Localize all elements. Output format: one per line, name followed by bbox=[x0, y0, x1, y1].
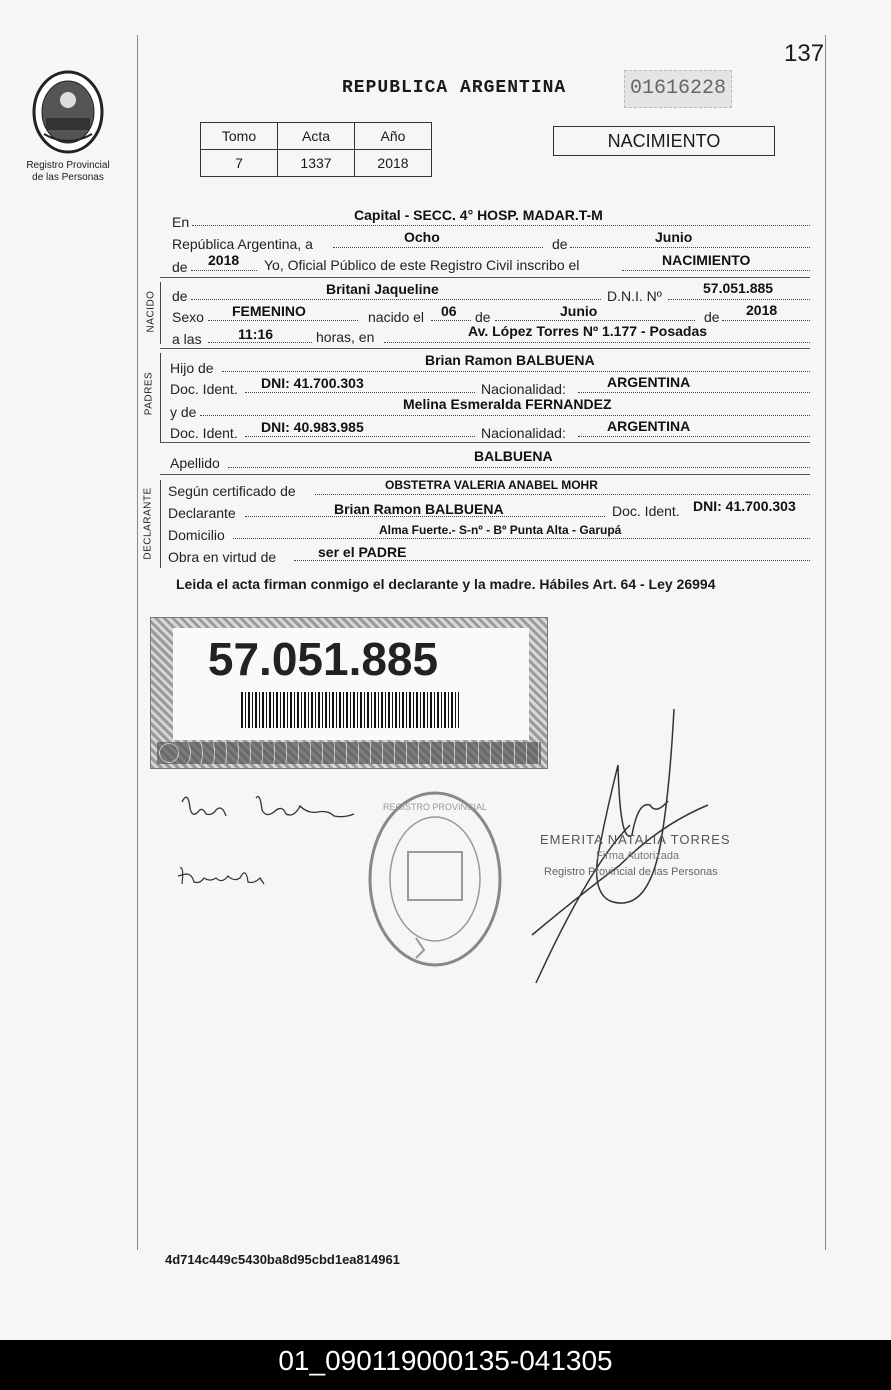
sticker-security-pattern bbox=[157, 742, 541, 764]
dotted-line bbox=[192, 225, 810, 226]
dotted-line bbox=[200, 415, 810, 416]
label-a-las: a las bbox=[172, 331, 202, 347]
declarante-doc-value: DNI: 41.700.303 bbox=[693, 498, 796, 514]
dotted-line bbox=[570, 247, 810, 248]
acta-header: Acta bbox=[278, 123, 355, 150]
label-doc-ident: Doc. Ident. bbox=[170, 381, 238, 397]
official-seal bbox=[366, 788, 504, 970]
label-nacido-el: nacido el bbox=[368, 309, 425, 325]
certificado-value: OBSTETRA VALERIA ANABEL MOHR bbox=[385, 478, 598, 492]
father-signature bbox=[178, 788, 358, 828]
label-segun: Según certificado de bbox=[168, 483, 296, 499]
dotted-line bbox=[208, 320, 358, 321]
label-horas-en: horas, en bbox=[316, 329, 375, 345]
section-bracket bbox=[160, 353, 161, 443]
side-label-padres: PADRES bbox=[143, 371, 155, 416]
dia-texto-value: Ocho bbox=[404, 229, 440, 245]
nac-anio-value: 2018 bbox=[746, 302, 778, 318]
dotted-line bbox=[245, 392, 475, 393]
nombre-value: Britani Jaqueline bbox=[326, 281, 439, 297]
scan-footer-id: 01_090119000135-041305 bbox=[0, 1340, 891, 1390]
nac-dia-value: 06 bbox=[441, 303, 457, 319]
serial-number: 01616228 bbox=[629, 77, 726, 100]
section-divider bbox=[160, 474, 810, 475]
dotted-line bbox=[191, 270, 257, 271]
dotted-line bbox=[228, 467, 810, 468]
label-republica: República Argentina, a bbox=[172, 236, 313, 252]
dotted-line bbox=[191, 299, 601, 300]
mes-value: Junio bbox=[655, 229, 693, 245]
official-role: Firma Autorizada bbox=[596, 850, 680, 862]
logo-caption: Registro Provincial de las Personas bbox=[26, 160, 110, 183]
dni-value: 57.051.885 bbox=[703, 280, 774, 296]
padre-doc-value: DNI: 41.700.303 bbox=[261, 375, 364, 391]
label-domicilio: Domicilio bbox=[168, 527, 225, 543]
side-label-nacido: NACIDO bbox=[145, 290, 157, 333]
dotted-line bbox=[668, 299, 810, 300]
dotted-line bbox=[333, 247, 543, 248]
dotted-line bbox=[245, 436, 475, 437]
page-number: 137 bbox=[784, 40, 825, 67]
official-office: Registro Provincial de las Personas bbox=[544, 866, 718, 878]
section-bracket bbox=[160, 480, 161, 568]
official-name: EMERITA NATALIA TORRES bbox=[540, 832, 731, 847]
closing-text: Leida el acta firman conmigo el declarante y la madre. Hábiles Art. 64 - Ley 26994 bbox=[176, 576, 716, 592]
mother-signature bbox=[176, 860, 266, 890]
domicilio-value: Alma Fuerte.- S-nº - Bº Punta Alta - Garupá bbox=[379, 523, 622, 537]
dotted-line bbox=[384, 342, 810, 343]
label-y-de: y de bbox=[170, 404, 197, 420]
label-de: de bbox=[704, 309, 720, 325]
sexo-value: FEMENINO bbox=[232, 303, 306, 319]
dotted-line bbox=[578, 436, 810, 437]
anio-header: Año bbox=[355, 123, 432, 150]
nac-mes-value: Junio bbox=[560, 303, 598, 319]
tomo-acta-table bbox=[200, 122, 432, 177]
label-declarante: Declarante bbox=[168, 505, 236, 521]
dotted-line bbox=[431, 320, 471, 321]
dni-sticker-panel bbox=[173, 628, 529, 740]
dotted-line bbox=[233, 538, 810, 539]
dotted-line bbox=[622, 270, 810, 271]
left-margin-line bbox=[137, 35, 138, 1250]
dni-sticker bbox=[150, 617, 548, 769]
act-type-box: NACIMIENTO bbox=[553, 126, 775, 156]
label-de: de bbox=[475, 309, 491, 325]
madre-nac-value: ARGENTINA bbox=[607, 418, 691, 434]
document-title: REPUBLICA ARGENTINA bbox=[342, 78, 567, 98]
dotted-line bbox=[578, 392, 810, 393]
dotted-line bbox=[495, 320, 695, 321]
svg-text:REGISTRO PROVINCIAL: REGISTRO PROVINCIAL bbox=[382, 802, 488, 812]
label-de: de bbox=[552, 236, 568, 252]
serial-stamp bbox=[624, 70, 732, 108]
tomo-value: 7 bbox=[201, 150, 278, 177]
side-label-declarante: DECLARANTE bbox=[142, 487, 154, 560]
label-apellido: Apellido bbox=[170, 455, 220, 471]
lugar-value: Capital - SECC. 4° HOSP. MADAR.T-M bbox=[354, 207, 603, 223]
acta-value: 1337 bbox=[278, 150, 355, 177]
madre-doc-value: DNI: 40.983.985 bbox=[261, 419, 364, 435]
tipo-value: NACIMIENTO bbox=[662, 252, 751, 268]
label-obra: Obra en virtud de bbox=[168, 549, 277, 565]
section-divider bbox=[160, 442, 810, 443]
dotted-line bbox=[208, 342, 312, 343]
right-margin-line bbox=[825, 35, 826, 1250]
label-doc-ident: Doc. Ident. bbox=[170, 425, 238, 441]
section-divider bbox=[160, 277, 810, 278]
dotted-line bbox=[722, 320, 810, 321]
dni-sticker-number: 57.051.885 bbox=[207, 633, 439, 685]
anio-value: 2018 bbox=[208, 252, 240, 268]
padre-value: Brian Ramon BALBUENA bbox=[425, 352, 595, 368]
madre-value: Melina Esmeralda FERNANDEZ bbox=[403, 396, 612, 412]
dotted-line bbox=[315, 494, 810, 495]
label-nacionalidad: Nacionalidad: bbox=[481, 425, 566, 441]
label-sexo: Sexo bbox=[172, 309, 204, 325]
label-de: de bbox=[172, 259, 188, 275]
province-logo bbox=[30, 68, 106, 156]
label-hijo-de: Hijo de bbox=[170, 360, 214, 376]
dotted-line bbox=[222, 371, 810, 372]
declarante-value: Brian Ramon BALBUENA bbox=[334, 501, 504, 517]
label-en: En bbox=[172, 214, 190, 230]
obra-value: ser el PADRE bbox=[318, 544, 407, 560]
label-nacionalidad: Nacionalidad: bbox=[481, 381, 566, 397]
tomo-header: Tomo bbox=[201, 123, 278, 150]
barcode bbox=[241, 692, 459, 728]
section-divider bbox=[160, 348, 810, 349]
label-yo: Yo, Oficial Público de este Registro Civil inscribo el bbox=[264, 257, 580, 273]
label-dni: D.N.I. Nº bbox=[607, 288, 662, 304]
hora-value: 11:16 bbox=[238, 326, 274, 342]
section-bracket bbox=[160, 282, 161, 344]
apellido-value: BALBUENA bbox=[474, 448, 553, 464]
label-doc-ident: Doc. Ident. bbox=[612, 503, 680, 519]
lugar-nac-value: Av. López Torres Nº 1.177 - Posadas bbox=[468, 323, 708, 339]
dotted-line bbox=[294, 560, 810, 561]
label-de: de bbox=[172, 288, 188, 304]
anio-value: 2018 bbox=[355, 150, 432, 177]
document-hash: 4d714c449c5430ba8d95cbd1ea814961 bbox=[165, 1252, 400, 1267]
padre-nac-value: ARGENTINA bbox=[607, 374, 691, 390]
